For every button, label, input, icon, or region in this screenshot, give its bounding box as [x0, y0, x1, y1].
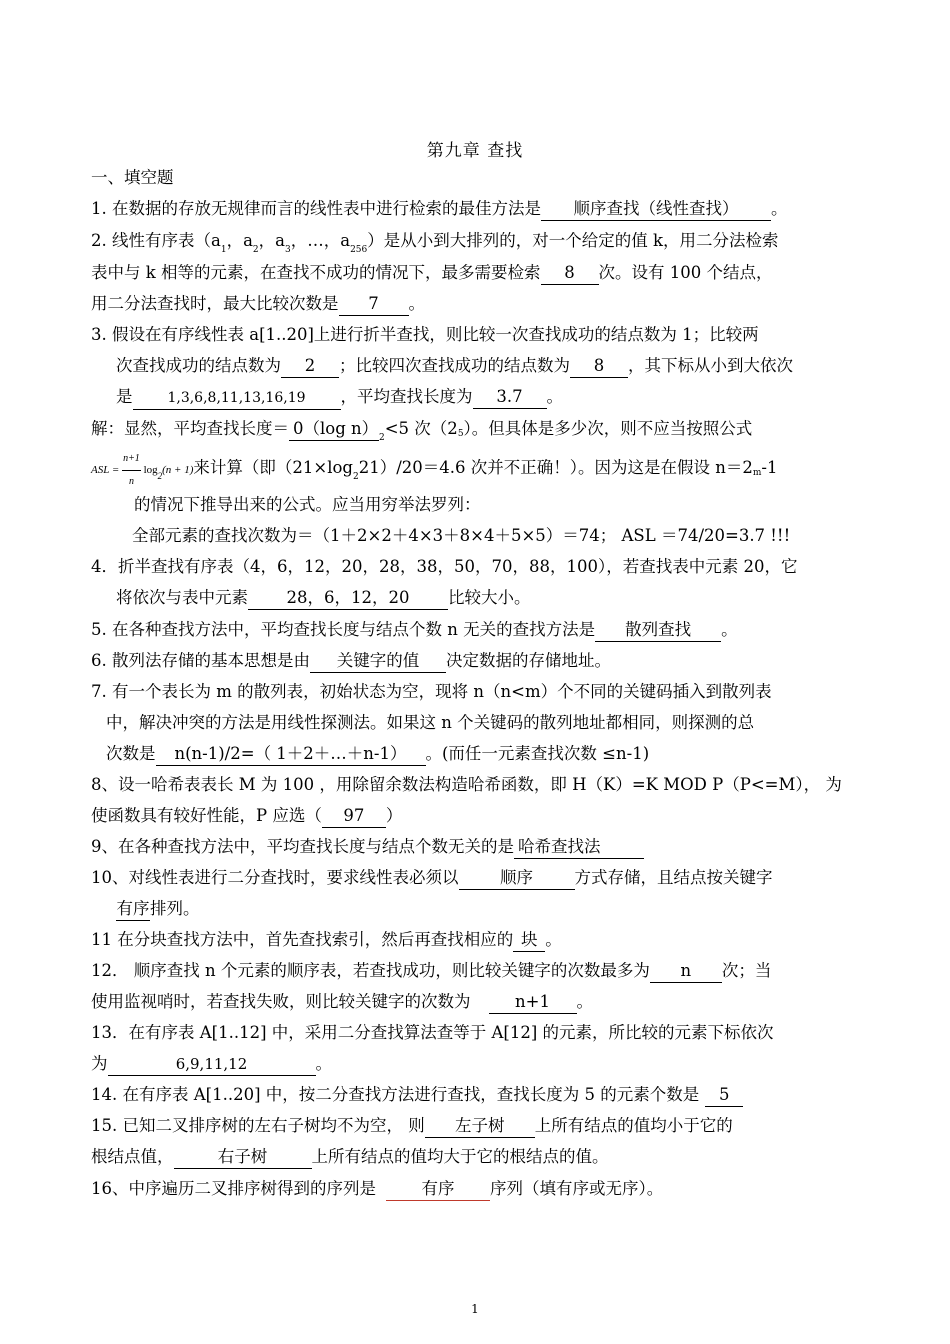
page-number: 1: [471, 1302, 479, 1316]
question-7-line-1: 7. 有一个表长为 m 的散列表，初始状态为空，现将 n（n<m）个不同的关键码插入到散列表: [91, 682, 772, 701]
question-4-line-1: 4．折半查找有序表（4，6，12，20，28，38，50，70，88，100），若查找表中元素 20，它: [91, 557, 798, 576]
answer-15b: 右子树: [174, 1146, 312, 1169]
answer-1: 顺序查找（线性查找）: [541, 198, 771, 221]
answer-15a: 左子树: [425, 1115, 535, 1138]
answer-11: 块: [513, 929, 545, 952]
question-15-line-1: 15. 已知二叉排序树的左右子树均不为空， 则 左子树 上所有结点的值均小于它的: [91, 1115, 733, 1138]
answer-4: 28，6，12，20: [248, 587, 448, 610]
answer-10b: 有序: [116, 898, 150, 921]
question-7-line-2: 中，解决冲突的方法是用线性探测法。如果这 n 个关键码的散列地址都相同，则探测的总: [106, 713, 755, 732]
answer-14: 5: [705, 1084, 743, 1107]
answer-12b: n+1: [489, 991, 577, 1014]
question-8-line-2: 使函数具有较好性能，P 应选（ 97 ）: [91, 805, 402, 828]
answer-10a: 顺序: [459, 867, 575, 890]
section-heading: 一、填空题: [91, 168, 174, 187]
question-10-line-1: 10、对线性表进行二分查找时，要求线性表必须以 顺序 方式存储，且结点按关键字: [91, 867, 773, 890]
answer-3a: 2: [281, 355, 339, 378]
question-2-line-3: 用二分法查找时，最大比较次数是 7 。: [91, 293, 425, 316]
question-11: 11 在分块查找方法中，首先查找索引，然后再查找相应的 块 。: [91, 929, 562, 952]
answer-16: 有序: [386, 1178, 490, 1201]
question-5: 5. 在各种查找方法中，平均查找长度与结点个数 n 无关的查找方法是 散列查找 。: [91, 619, 738, 642]
question-12-line-1: 12． 顺序查找 n 个元素的顺序表，若查找成功，则比较关键字的次数最多为 n 次；当: [91, 960, 771, 983]
chapter-title: 第九章 查找: [426, 141, 524, 161]
solution-line-2: ASL = $\frac{n+1}{n}$ $\log_2(n + 1)$来计算（即$(21\times\log_221)/20=4.6$ 次并不正确！）。因为这是在假设 n＝2m-1: [91, 448, 778, 493]
question-7-line-3: 次数是 n(n-1)/2=（ 1＋2＋…＋n-1） 。(而任一元素查找次数 ≤n-1): [106, 743, 649, 766]
solution-line-4: 全部元素的查找次数为＝（1＋2×2＋4×3＋8×4＋5×5）＝74； ASL ＝74/20=3.7 !!!: [132, 526, 791, 545]
question-13-line-1: 13．在有序表 A[1..12] 中，采用二分查找算法查等于 A[12] 的元素，所比较的元素下标依次: [91, 1023, 774, 1042]
question-6: 6. 散列法存储的基本思想是由 关键字的值 决定数据的存储地址。: [91, 650, 611, 673]
question-4-line-2: 将依次与表中元素 28，6，12，20 比较大小。: [116, 587, 531, 610]
question-16: 16、中序遍历二叉排序树得到的序列是 有序 序列（填有序或无序）。: [91, 1178, 663, 1201]
question-14: 14. 在有序表 A[1..20] 中，按二分查找方法进行查找，查找长度为 5 的元素个数是 5: [91, 1084, 743, 1107]
asl-formula: ASL = $\frac{n+1}{n}$ $\log_2(n + 1)$: [91, 448, 193, 493]
question-3-line-2: 次查找成功的结点数为 2 ；比较四次查找成功的结点数为 8 ，其下标从小到大依次: [116, 355, 793, 378]
answer-9: 哈希查找法: [514, 836, 644, 859]
answer-12a: n: [650, 960, 722, 983]
question-10-line-2: 有序排列。: [116, 898, 200, 921]
question-3-line-1: 3. 假设在有序线性表 a[1..20]上进行折半查找，则比较一次查找成功的结点数为 1；比较两: [91, 325, 759, 344]
question-1: 1. 在数据的存放无规律而言的线性表中进行检索的最佳方法是 顺序查找（线性查找） 。: [91, 198, 788, 221]
answer-3b: 8: [570, 355, 628, 378]
answer-8: 97: [322, 805, 386, 828]
solution-complexity: 0（log n）: [289, 418, 379, 441]
question-2-line-2: 表中与 k 相等的元素，在查找不成功的情况下，最多需要检索 8 次。设有 100 个结点，: [91, 262, 772, 285]
question-15-line-2: 根结点值， 右子树 上所有结点的值均大于它的根结点的值。: [91, 1146, 609, 1169]
answer-7: n(n-1)/2=（ 1＋2＋…＋n-1）: [156, 743, 426, 766]
answer-5: 散列查找: [595, 619, 721, 642]
answer-3d: 3.7: [473, 386, 547, 409]
question-3-line-3: 是 1,3,6,8,11,13,16,19 ，平均查找长度为 3.7 。: [116, 386, 563, 410]
question-13-line-2: 为 6,9,11,12 。: [91, 1053, 332, 1076]
answer-2b: 7: [339, 293, 409, 316]
question-9: 9、在各种查找方法中，平均查找长度与结点个数无关的是 哈希查找法: [91, 836, 644, 859]
answer-6: 关键字的值: [310, 650, 446, 673]
question-8-line-1: 8、设一哈希表表长 M 为 100 ，用除留余数法构造哈希函数，即 H（K）=K MOD P（P<=M）， 为: [91, 775, 842, 794]
solution-line-3: 的情况下推导出来的公式。应当用穷举法罗列：: [134, 495, 481, 514]
answer-2a: 8: [541, 262, 599, 285]
solution-line-1: 解：显然，平均查找长度＝ 0（log $n)_2<5$ 次（25）。但具体是多少次，则不应当按照公式: [91, 419, 753, 443]
question-12-line-2: 使用监视哨时，若查找失败，则比较关键字的次数为 n+1 。: [91, 991, 593, 1014]
question-2-line-1: 2. 线性有序表（$a_1$，$a_2$，$a_3$，…，$a_{256}$）是从小到大排列的，对一个给定的值 k，用二分法检索: [91, 231, 779, 255]
answer-3c: 1,3,6,8,11,13,16,19: [133, 387, 341, 410]
answer-13: 6,9,11,12: [108, 1053, 316, 1076]
